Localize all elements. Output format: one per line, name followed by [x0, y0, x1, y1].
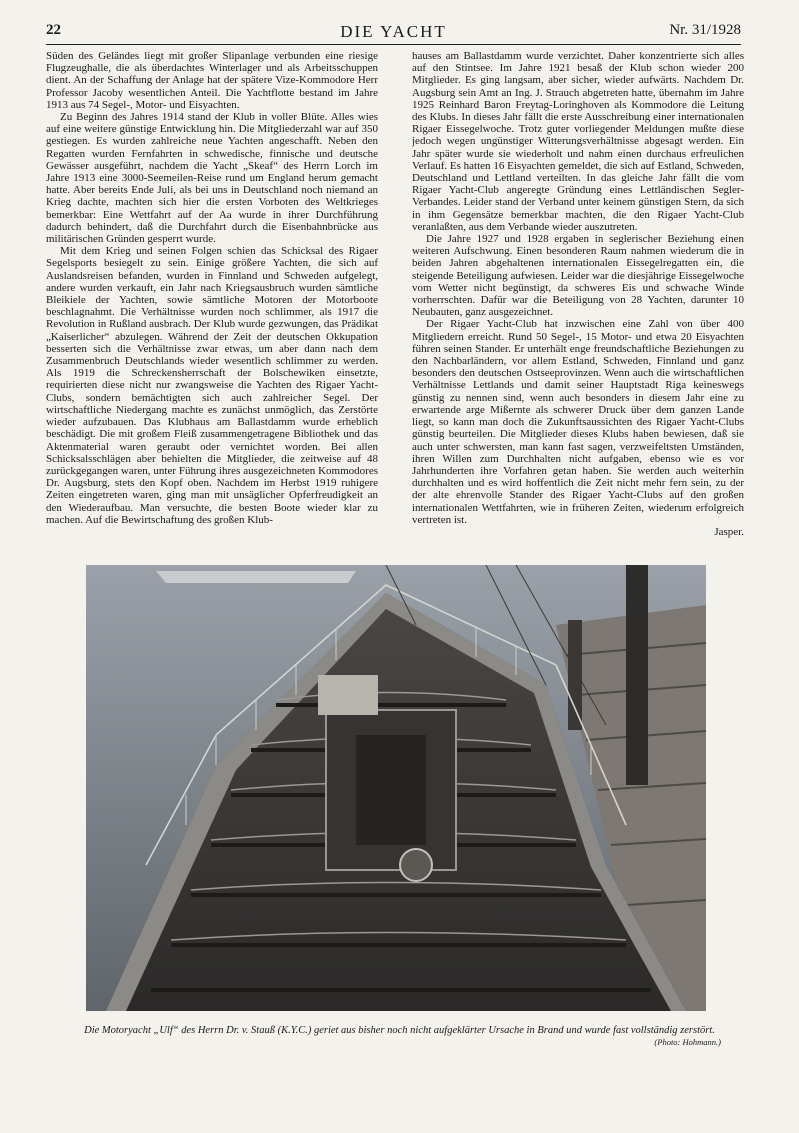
burnt-yacht-photo	[86, 565, 706, 1011]
page-number: 22	[46, 22, 61, 38]
paragraph: hauses am Ballastdamm wurde verzichtet. Daher konzentrierte sich alles auf den Stintsee. Im Jahre 1921 besaß der Klub schon wieder 200 Mitglieder. Es ging langsam, aber sicher, wieder aufwärts. Nachdem Dr. Augsburg sein Amt an Ing. J. Strauch abgetreten hatte, übernahm im Jahre 1925 Reinhard Baron Freytag-Loringhoven als Kommodore die Leitung des Klubs. In dieses Jahr fällt die erste Ausschreibung einer internationalen Rigaer Eissegelwoche. Trotz guter vorliegender Meldungen mußte diese jedoch wegen ungünstiger Witterungsverhältnisse abgesagt werden. Ein Jahr später wurde sie wiederholt und nahm einen durchaus erfreulichen Verlauf. Es hatten 16 Eisyachten gemeldet, die sich auf Estland, Schweden, Deutschland und Lettland verteilten. In das gleiche Jahr fällt die vom Rigaer Yacht-Club angeregte Gründung eines Lettländischen Segler-Verbandes. Leider stand der Verband unter keinem günstigen Stern, da sich in ihm Gegensätze bemerkbar machten, die den Rigaer Yacht-Club veranlaßten, aus dem Verbande wieder auszutreten.	[412, 50, 744, 233]
page-header	[46, 22, 741, 44]
article-column-right	[412, 50, 744, 552]
paragraph: Die Jahre 1927 und 1928 ergaben in seglerischer Beziehung einen weiteren Aufschwung. Einen besonderen Raum nahmen wiederum die in beiden Jahren abgehaltenen internationalen Eissegelregatten ein, die steigende Beteiligung aufwiesen. Leider war die diesjährige Eissegelwoche vom Wetter nicht begünstigt, da schweres Eis und schwache Winde vorherrschten. Dafür war die Beteiligung von 28 Yachten, darunter 10 Neubauten, ganz ausgezeichnet.	[412, 233, 744, 319]
magazine-title: DIE YACHT	[340, 22, 447, 41]
paragraph: Der Rigaer Yacht-Club hat inzwischen eine Zahl von über 400 Mitgliedern erreicht. Rund 50 Segel-, 15 Motor- und etwa 20 Eisyachten führen seinen Stander. Er unterhält enge freundschaftliche Beziehungen zu den Nachbarländern, vor allem Estland, Schweden, Finnland und ganz besonders den deutschen Ostseeprovinzen. Wenn auch die wirtschaftlichen Verhältnisse Lettlands und damit seiner Hauptstadt Riga keineswegs günstig zu nennen sind, wenn auch besonders in diesem Jahr eine zu erwartende arge Mißernte als schwerer Druck über dem ganzen Lande liegt, so kann man doch die Zukunftsaussichten des Rigaer Yacht-Clubs günstig beurteilen. Die Mitglieder dieses Klubs haben bewiesen, daß sie auch unter schwersten, man kann fast sagen, verzweifeltsten Umständen, ihren Willen zum Durchhalten nicht aufgaben, ebenso wie es vor Jahrhunderten ihre Vorfahren getan haben. Sie werden auch weiterhin durchhalten und es wird hoffentlich die Zeit nicht mehr fern sein, zu der der alte ehrenvolle Stander des Rigaer Yacht-Clubs auf den großen internationalen Wettfahrten, wie in früheren Zeiten, wiederum erfolgreich vertreten ist.	[412, 318, 744, 526]
issue-number: Nr. 31/1928	[669, 22, 741, 38]
photo-caption: Die Motoryacht „Ulf“ des Herrn Dr. v. Stauß (K.Y.C.) geriet aus bisher noch nicht aufgeklärter Ursache in Brand und wurde fast vollständig zerstört.	[84, 1025, 715, 1036]
photo-credit: (Photo: Hohmann.)	[654, 1037, 721, 1047]
photo-illustration	[86, 565, 706, 1011]
header-rule	[46, 44, 741, 45]
paragraph: Mit dem Krieg und seinen Folgen schien das Schicksal des Rigaer Segelsports besiegelt zu sein. Einige größere Yachten, die sich auf Auslandsreisen befanden, wurden in Finnland und Schweden aufgelegt, andere wurden verkauft, ein Jahr nach Kriegsausbruch wurden sämtliche Bleikiele der Yachten, sowie sämtliche Motoren der Motorboote beschlagnahmt. Die Verhältnisse wurden noch schlimmer, als 1917 die Revolution in Rußland ausbrach. Der Klub wurde gezwungen, das Prädikat „Kaiserlicher“ abzulegen. Während der Zeit der deutschen Okkupation besserten sich die Verhältnisse zwar etwas, um aber dann nach dem Zusammenbruch Deutschlands wieder wesentlich schlimmer zu werden. Als 1919 die Schreckensherrschaft der Bolschewiken einsetzte, requirierten diese nicht nur zwangsweise die Yachten des Rigaer Yacht-Clubs, sondern bemächtigten sich auch zahlreicher Segel. Der wirtschaftliche Niedergang machte es zunächst unmöglich, das Zerstörte wieder aufzubauen. Das Klubhaus am Ballastdamm wurde erheblich beschädigt. Die mit großem Fleiß zusammengetragene Bibliothek und das Aktenmaterial waren geraubt oder vernichtet worden. Bei allen Schicksalsschlägen aber behielten die Mitglieder, die zeitweise auf 48 zurückgegangen waren, unter Führung ihres ausgezeichneten Kommodores Dr. Augsburg, stets den Kopf oben. Nachdem im Herbst 1919 ruhigere Zeiten eingetreten waren, ging man mit unsäglicher Opferfreudigkeit an den Wiederaufbau. Man versuchte, die besten Boote wieder klar zu machen. Auf die Bewirtschaftung des großen Klub-	[46, 245, 378, 526]
paragraph: Süden des Geländes liegt mit großer Slipanlage verbunden eine riesige Flugzeughalle, die als überdachtes Winterlager und als Arbeitsschuppen dient. An der Schaffung der Anlage hat der spätere Vize-Kommodore Herr Professor Jacoby wesentlichen Anteil. Die Yachtflotte bestand im Jahre 1913 aus 74 Segel-, Motor- und Eisyachten.	[46, 50, 378, 111]
author-signature: Jasper.	[714, 525, 744, 538]
article-column-left	[46, 50, 378, 552]
paragraph: Zu Beginn des Jahres 1914 stand der Klub in voller Blüte. Alles wies auf eine weitere günstige Entwicklung hin. Die Mitgliederzahl war auf 350 gestiegen. Es wurden zahlreiche neue Yachten angeschafft. Neben den Regatten wurden Fernfahrten in schwedische, finnische und deutsche Gewässer ausgeführt, nachdem die Yacht „Skeaf“ des Herrn Lorch im Jahre 1913 eine 3000-Seemeilen-Reise rund um England herum gemacht hatte. Aber bereits Ende Juli, als bei uns in Deutschland noch niemand an Krieg dachte, machten sich hier die ersten Vorboten des Weltkrieges bemerkbar: Eine Wettfahrt auf der Aa wurde in ihrer Durchführung dadurch behindert, daß die Durchfahrt durch die Eisenbahnbrücke aus militärischen Gründen gesperrt wurde.	[46, 111, 378, 246]
